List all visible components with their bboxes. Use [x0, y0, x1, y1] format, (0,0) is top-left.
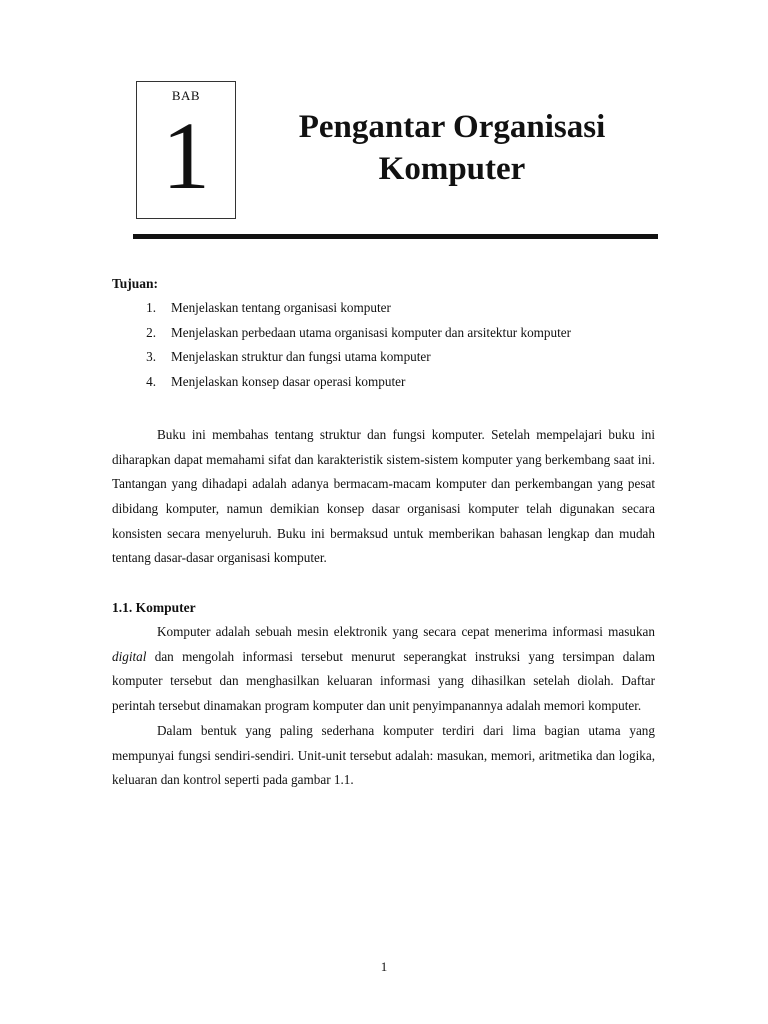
objective-item — [112, 345, 655, 370]
section-paragraph-2: Dalam bentuk yang paling sederhana komputer terdiri dari lima bagian utama yang mempunyai fungsi sendiri-sendiri. Unit-unit tersebut adalah: masukan, memori, aritmetika dan logika, keluaran dan kontrol seperti pada gambar 1.1. — [112, 722, 655, 788]
objective-text: Menjelaskan konsep dasar operasi komputer — [171, 374, 406, 390]
intro-paragraph: Buku ini membahas tentang struktur dan fungsi komputer. Setelah mempelajari buku ini diharapkan dapat memahami sifat dan karakteristik sistem-sistem komputer yang berkembang saat ini. Tantangan yang dihadapi adalah adanya bermacam-macam komputer dan perkembangan yang pesat dibidang komputer, namun demikian konsep dasar organisasi komputer telah digunakan secara konsisten secara menyeluruh. Buku ini bermaksud untuk memberikan bahasan lengkap dan mudah tentang dasar-dasar organisasi komputer. — [112, 426, 655, 566]
objective-number: 2. — [146, 324, 156, 340]
page-content — [112, 272, 655, 793]
italic-term: digital — [112, 648, 147, 664]
page-number: 1 — [380, 959, 388, 974]
objective-item — [112, 370, 655, 395]
chapter-title-line1: Pengantar Organisasi — [298, 109, 606, 145]
objectives-heading: Tujuan: — [112, 276, 159, 291]
section-paragraph-1-start: Komputer adalah sebuah mesin elektronik yang secara cepat menerima informasi masukan — [157, 624, 655, 640]
chapter-label: BAB — [171, 88, 201, 103]
objective-text: Menjelaskan perbedaan utama organisasi komputer dan arsitektur komputer — [171, 324, 572, 340]
title-divider — [133, 234, 658, 239]
objective-number: 1. — [146, 300, 156, 315]
objectives-list — [112, 296, 655, 395]
section-paragraph-1 — [112, 620, 655, 719]
section-heading: 1.1. Komputer — [112, 600, 196, 616]
chapter-title-line2: Komputer — [378, 151, 526, 187]
objective-item — [112, 321, 655, 346]
objective-text: Menjelaskan tentang organisasi komputer — [171, 300, 391, 315]
objective-number: 4. — [146, 374, 156, 390]
chapter-title — [270, 106, 634, 190]
objective-number: 3. — [146, 349, 156, 365]
chapter-box — [136, 81, 236, 219]
objective-item — [112, 296, 655, 321]
section-paragraph-1-end: dan mengolah informasi tersebut menurut seperangkat instruksi yang tersimpan dalam komputer tersebut dan menghasilkan keluaran informasi yang dihasilkan setelah diolah. Daftar perintah tersebut dinamakan program komputer dan unit penyimpanannya adalah memori komputer. — [112, 648, 655, 714]
objective-text: Menjelaskan struktur dan fungsi utama komputer — [171, 349, 431, 365]
chapter-number: 1 — [162, 102, 210, 209]
